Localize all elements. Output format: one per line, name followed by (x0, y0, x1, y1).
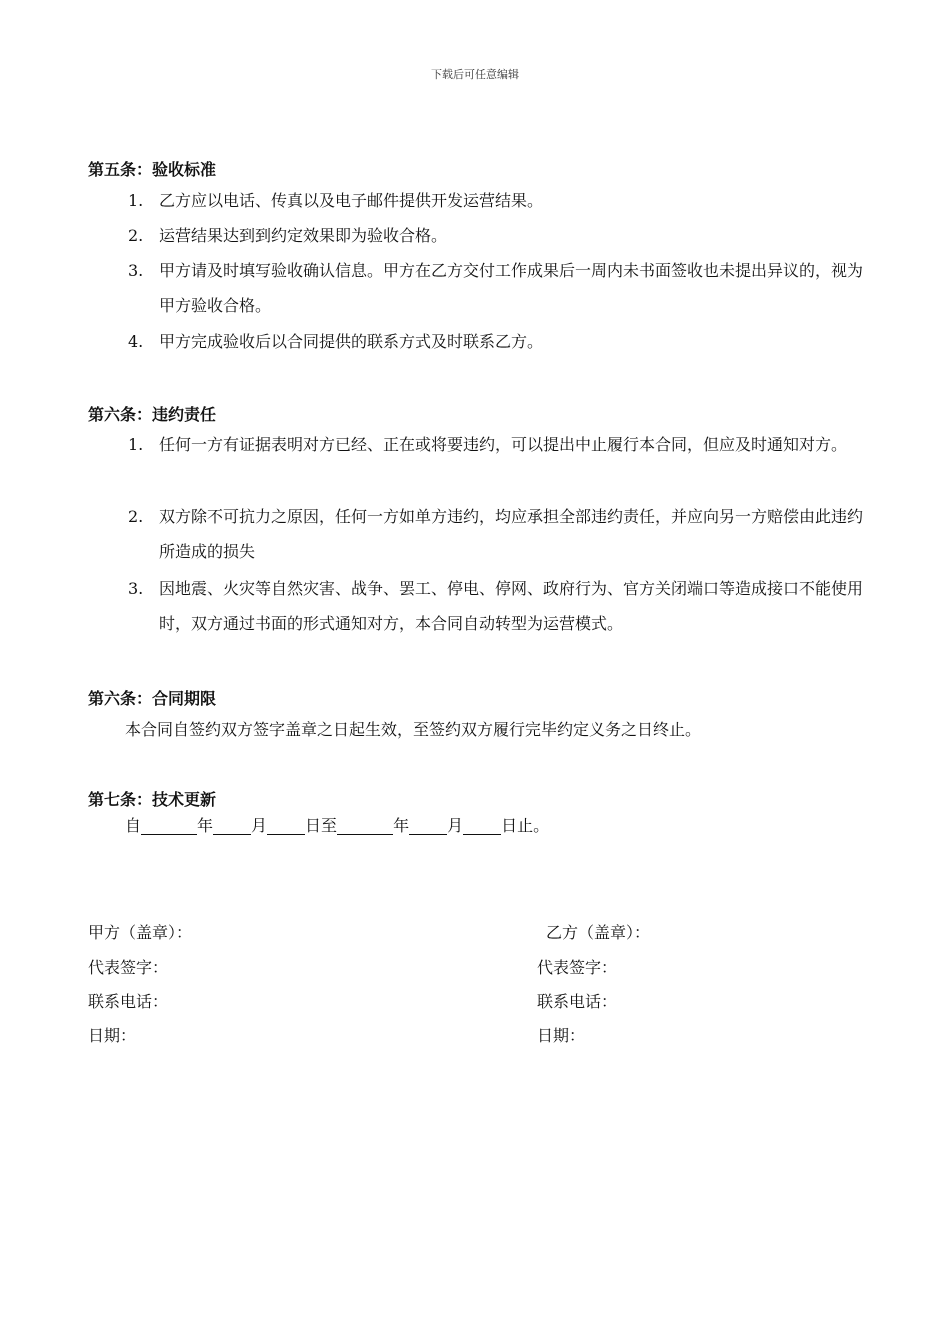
day-to-label: 日至 (305, 816, 338, 835)
item-number: 1. (128, 191, 144, 210)
party-a-phone-label: 联系电话： (88, 992, 169, 1011)
start-day-blank[interactable] (267, 816, 305, 835)
month-label-2: 月 (447, 816, 464, 835)
list-item (128, 499, 878, 569)
date-range-line (125, 808, 549, 843)
from-label: 自 (125, 816, 142, 835)
end-day-blank[interactable] (463, 816, 501, 835)
item-number: 3. (128, 579, 144, 598)
party-a-date-label: 日期： (88, 1026, 137, 1045)
party-b-seal-label: 乙方（盖章）： (546, 923, 651, 942)
list-item (128, 427, 878, 462)
list-item (128, 324, 878, 359)
end-year-blank[interactable] (337, 816, 393, 835)
list-item (128, 253, 878, 323)
item-text: 乙方应以电话、传真以及电子邮件提供开发运营结果。 (159, 191, 544, 210)
item-text: 因地震、火灾等自然灾害、战争、罢工、停电、停网、政府行为、官方关闭端口等造成接口不能使用时，双方通过书面的形式通知对方，本合同自动转型为运营模式。 (159, 579, 864, 633)
contract-term-text: 本合同自签约双方签字盖章之日起生效，至签约双方履行完毕约定义务之日终止。 (125, 720, 702, 739)
party-b-date-label: 日期： (537, 1026, 586, 1045)
end-month-blank[interactable] (409, 816, 447, 835)
list-item (128, 571, 878, 641)
page-header: 下载后可任意编辑 (431, 68, 519, 81)
item-number: 4. (128, 332, 144, 351)
start-year-blank[interactable] (141, 816, 197, 835)
item-number: 3. (128, 261, 144, 280)
day-end-label: 日止。 (501, 816, 550, 835)
section-6b-title: 第六条：合同期限 (88, 689, 217, 708)
item-number: 1. (128, 435, 144, 454)
year-label-2: 年 (393, 816, 410, 835)
party-a-seal-label: 甲方（盖章）： (88, 923, 193, 942)
item-number: 2. (128, 226, 144, 245)
item-text: 甲方完成验收后以合同提供的联系方式及时联系乙方。 (159, 332, 544, 351)
party-b-rep-label: 代表签字： (537, 958, 618, 977)
party-a-rep-label: 代表签字： (88, 958, 169, 977)
item-text: 任何一方有证据表明对方已经、正在或将要违约，可以提出中止履行本合同，但应及时通知对方。 (159, 435, 848, 454)
year-label: 年 (197, 816, 214, 835)
list-item (128, 183, 878, 218)
section-6-title: 第六条：违约责任 (88, 405, 217, 424)
item-text: 甲方请及时填写验收确认信息。甲方在乙方交付工作成果后一周内未书面签收也未提出异议的，视为甲方验收合格。 (159, 261, 864, 315)
month-label: 月 (251, 816, 268, 835)
party-b-phone-label: 联系电话： (537, 992, 618, 1011)
item-text: 双方除不可抗力之原因，任何一方如单方违约，均应承担全部违约责任，并应向另一方赔偿由此违约所造成的损失 (159, 507, 864, 561)
section-5-title: 第五条：验收标准 (88, 160, 217, 179)
list-item (128, 218, 878, 253)
item-number: 2. (128, 507, 144, 526)
item-text: 运营结果达到到约定效果即为验收合格。 (159, 226, 448, 245)
section-7-title: 第七条：技术更新 (88, 790, 217, 809)
start-month-blank[interactable] (213, 816, 251, 835)
